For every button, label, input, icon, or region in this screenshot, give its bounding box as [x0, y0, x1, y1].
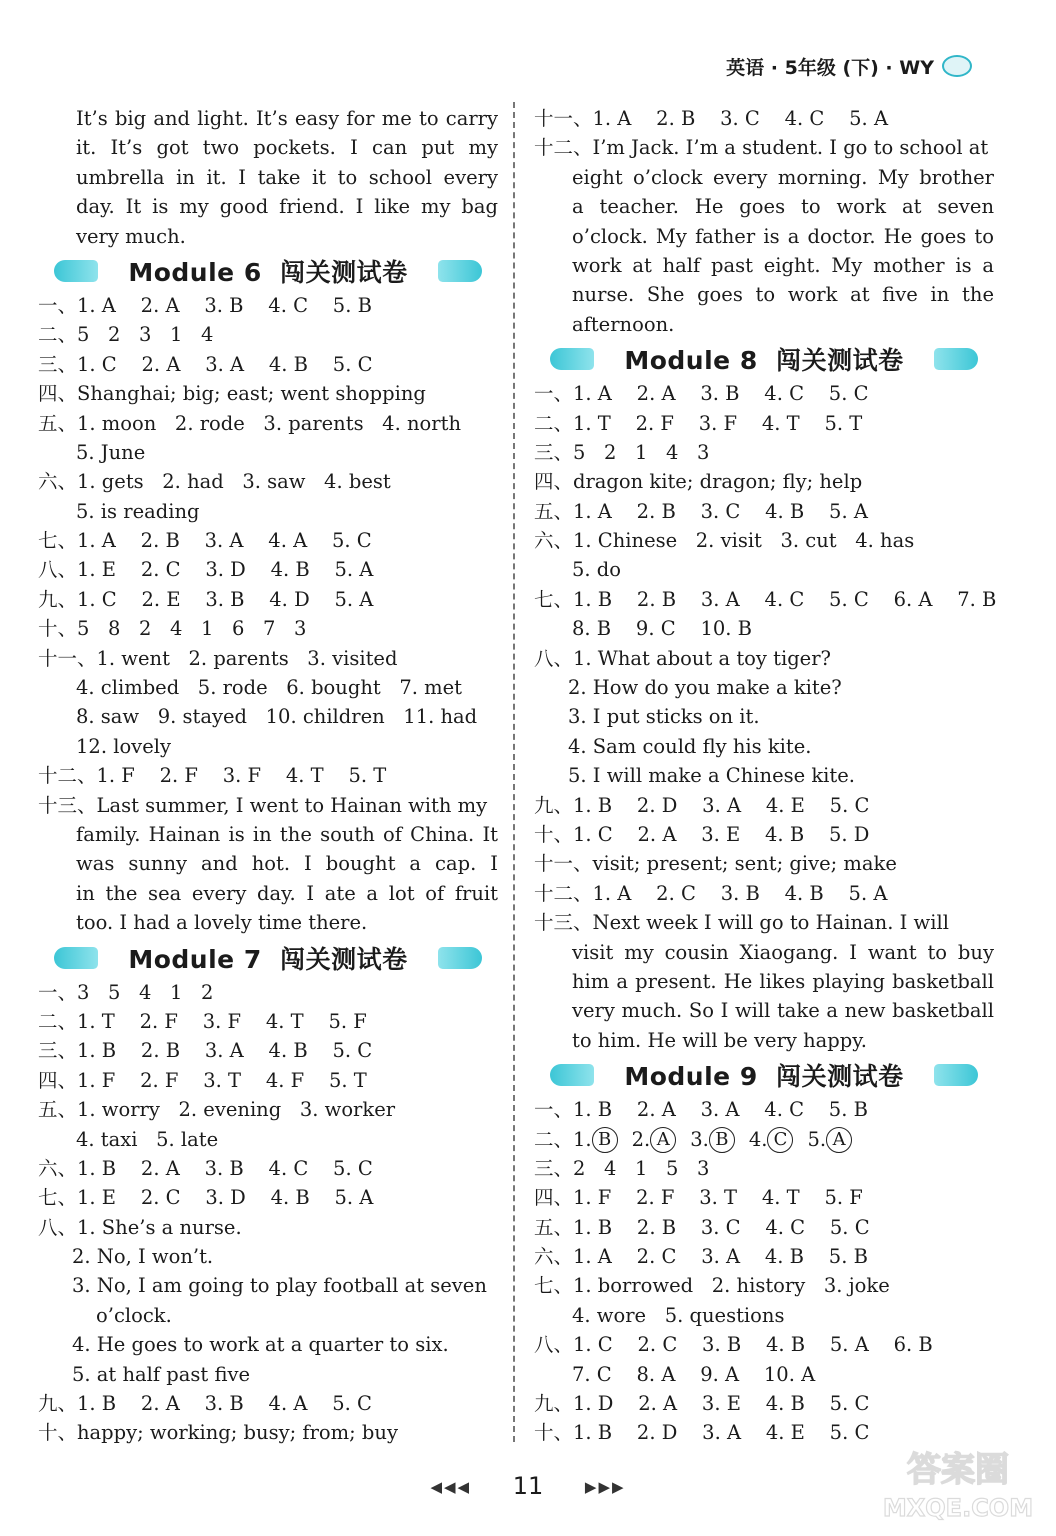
answer-line: 九、1. B 2. A 3. B 4. A 5. C — [38, 1392, 372, 1416]
answer-line: 4. climbed 5. rode 6. bought 7. met — [76, 676, 463, 700]
column-divider — [513, 102, 515, 1442]
answer-line: 二、1. T 2. F 3. F 4. T 5. F — [38, 1009, 367, 1033]
section-banner — [534, 339, 994, 379]
answer-line: 八、1. What about a toy tiger? — [534, 646, 831, 670]
answer-line: 2. How do you make a kite? — [568, 676, 842, 700]
answer-line: 4. Sam could fly his kite. — [568, 734, 812, 758]
answer-line: work at half past eight. My mother is a — [572, 253, 994, 277]
answer-line: 12. lovely — [76, 734, 171, 758]
answer-line: 5. I will make a Chinese kite. — [568, 764, 855, 788]
page-header — [726, 52, 972, 80]
banner-ribbon-icon — [54, 947, 98, 969]
answer-line: 3. I put sticks on it. — [568, 705, 760, 729]
answer-line: 三、1. C 2. A 3. A 4. B 5. C — [38, 352, 373, 376]
answer-line: family. Hainan is in the south of China. It — [76, 822, 498, 846]
watermark-logo-icon — [878, 1436, 1038, 1526]
answer-line: 十二、I’m Jack. I’m a student. I go to school at — [534, 136, 989, 160]
answer-line: eight o’clock every morning. My brother — [572, 165, 994, 189]
answer-number: 3. — [690, 1127, 709, 1151]
answer-line: 十三、Next week I will go to Hainan. I will — [534, 911, 949, 935]
answer-line: It’s big and light. It’s easy for me to carry — [76, 107, 498, 130]
answer-line: 六、1. gets 2. had 3. saw 4. best — [38, 470, 391, 494]
section-banner — [38, 938, 498, 978]
answer-line: 七、1. borrowed 2. history 3. joke — [534, 1274, 890, 1298]
answer-line: 一、3 5 4 1 2 — [38, 980, 214, 1004]
answer-line: 九、1. C 2. E 3. B 4. D 5. A — [38, 587, 374, 611]
answer-line: 2. No, I won’t. — [72, 1245, 214, 1269]
answer-line: afternoon. — [572, 312, 675, 336]
answer-line: 三、1. B 2. B 3. A 4. B 5. C — [38, 1039, 373, 1063]
answer-line: 四、1. F 2. F 3. T 4. T 5. F — [534, 1186, 863, 1210]
circled-answer: C — [767, 1127, 793, 1153]
section-title: Module 6 闯关测试卷 — [128, 257, 408, 287]
answer-line: 七、1. B 2. B 3. A 4. C 5. C 6. A 7. B — [534, 587, 997, 611]
answer-line: 十、5 8 2 4 1 6 7 3 — [38, 617, 307, 641]
answer-line: 二、5 2 3 1 4 — [38, 323, 214, 347]
answer-line: 七、1. E 2. C 3. D 4. B 5. A — [38, 1186, 374, 1210]
answer-line: 五、1. B 2. B 3. C 4. C 5. C — [534, 1215, 870, 1239]
answer-line: was sunny and hot. I bought a cap. I — [76, 852, 498, 876]
answer-line: 8. saw 9. stayed 10. children 11. had — [76, 705, 478, 729]
answer-line: 十二、1. A 2. C 3. B 4. B 5. A — [534, 881, 888, 905]
answer-line: 一、1. A 2. A 3. B 4. C 5. C — [534, 382, 869, 406]
answer-line: 八、1. She’s a nurse. — [38, 1215, 242, 1239]
page-number: 11 — [512, 1472, 544, 1500]
section-banner — [534, 1055, 994, 1095]
answer-line: 3. No, I am going to play football at seven — [72, 1274, 487, 1298]
answer-line: 十二、1. F 2. F 3. F 4. T 5. T — [38, 764, 387, 788]
answer-line — [534, 1125, 994, 1154]
banner-ribbon-icon — [550, 348, 594, 370]
right-column — [534, 104, 997, 1448]
answer-line: 4. taxi 5. late — [76, 1127, 219, 1151]
section-title: Module 7 闯关测试卷 — [128, 944, 408, 974]
answer-line: 7. C 8. A 9. A 10. A — [572, 1362, 816, 1386]
answer-line: 二、1. T 2. F 3. F 4. T 5. T — [534, 411, 863, 435]
header-subject-grade: 英语 · 5年级 (下) · WY — [726, 56, 934, 79]
answer-line: 十一、1. went 2. parents 3. visited — [38, 646, 398, 670]
answer-line: it. It’s got two pockets. I can put my — [76, 136, 498, 160]
answer-line: 七、1. A 2. B 3. A 4. A 5. C — [38, 529, 372, 553]
banner-ribbon-icon — [934, 348, 978, 370]
answer-line: 十三、Last summer, I went to Hainan with my — [38, 793, 488, 817]
answer-line: 九、1. B 2. D 3. A 4. E 5. C — [534, 793, 870, 817]
header-bubble-icon — [942, 55, 972, 77]
answer-line: 五、1. A 2. B 3. C 4. B 5. A — [534, 499, 868, 523]
answer-line: 十一、1. A 2. B 3. C 4. C 5. A — [534, 107, 889, 130]
answer-line: 一、1. B 2. A 3. A 4. C 5. B — [534, 1098, 868, 1122]
section-title: Module 9 闯关测试卷 — [624, 1062, 904, 1092]
answer-line: 5. do — [572, 558, 622, 582]
answer-line: 5. at half past five — [72, 1362, 251, 1386]
answer-line: umbrella in it. I take it to school every — [76, 165, 498, 189]
svg-text:答案圈: 答案圈 — [907, 1450, 1009, 1490]
section-banner — [38, 251, 498, 291]
circled-answer: B — [592, 1127, 618, 1153]
banner-ribbon-icon — [54, 260, 98, 282]
banner-ribbon-icon — [934, 1064, 978, 1086]
answer-line: 5. is reading — [76, 499, 200, 523]
answer-line: o’clock. — [96, 1303, 172, 1327]
answer-line: 十、1. C 2. A 3. E 4. B 5. D — [534, 822, 870, 846]
answer-line: 十、1. B 2. D 3. A 4. E 5. C — [534, 1421, 870, 1445]
answer-line: o’clock. My father is a doctor. He goes to — [572, 224, 994, 248]
answer-line: very much. — [76, 224, 186, 248]
answer-line: 四、1. F 2. F 3. T 4. F 5. T — [38, 1068, 367, 1092]
answer-line: 八、1. E 2. C 3. D 4. B 5. A — [38, 558, 374, 582]
answer-line: 三、5 2 1 4 3 — [534, 440, 710, 464]
answer-line: 4. wore 5. questions — [572, 1303, 785, 1327]
svg-text:MXQE.COM: MXQE.COM — [882, 1494, 1034, 1522]
banner-ribbon-icon — [550, 1064, 594, 1086]
answer-line: very much. So I will take a new basketball — [572, 999, 994, 1023]
answer-line: 四、Shanghai; big; east; went shopping — [38, 382, 426, 406]
answer-line: a teacher. He goes to work at seven — [572, 195, 994, 219]
answer-line: 8. B 9. C 10. B — [572, 617, 752, 641]
answer-line: 4. He goes to work at a quarter to six. — [72, 1333, 449, 1357]
answer-number: 5. — [807, 1127, 827, 1151]
answer-number: 4. — [748, 1127, 768, 1151]
next-arrows-icon[interactable]: ▶▶▶ — [584, 1478, 626, 1496]
answer-line: 三、2 4 1 5 3 — [534, 1156, 710, 1180]
left-column — [38, 104, 498, 1448]
answer-line: 六、1. A 2. C 3. A 4. B 5. B — [534, 1245, 868, 1269]
answer-line: in the sea every day. I ate a lot of fruit — [76, 881, 498, 905]
answer-number: 2. — [631, 1127, 651, 1151]
answer-line: 六、1. Chinese 2. visit 3. cut 4. has — [534, 529, 915, 553]
answer-line: visit my cousin Xiaogang. I want to buy — [572, 940, 994, 964]
answer-line: 五、1. worry 2. evening 3. worker — [38, 1098, 396, 1122]
answer-line: 九、1. D 2. A 3. E 4. B 5. C — [534, 1392, 870, 1416]
answer-line: him a present. He likes playing basketball — [572, 969, 994, 993]
answer-line: 五、1. moon 2. rode 3. parents 4. north — [38, 411, 462, 435]
answer-line: 六、1. B 2. A 3. B 4. C 5. C — [38, 1156, 373, 1180]
banner-ribbon-icon — [438, 947, 482, 969]
answer-line: 四、dragon kite; dragon; fly; help — [534, 470, 863, 494]
answer-line: 5. June — [76, 440, 146, 464]
answer-line: day. It is my good friend. I like my bag — [76, 195, 498, 219]
question-prefix: 二、 — [534, 1127, 574, 1151]
prev-arrows-icon[interactable]: ◀◀◀ — [430, 1478, 472, 1496]
answer-line: too. I had a lovely time there. — [76, 911, 368, 935]
circled-answer: B — [709, 1127, 735, 1153]
section-title: Module 8 闯关测试卷 — [624, 346, 904, 376]
answer-line: 八、1. C 2. C 3. B 4. B 5. A 6. B — [534, 1333, 933, 1357]
banner-ribbon-icon — [438, 260, 482, 282]
circled-answer: A — [826, 1127, 852, 1153]
answer-line: 十一、visit; present; sent; give; make — [534, 852, 897, 876]
answer-line: 十、happy; working; busy; from; buy — [38, 1421, 398, 1445]
answer-line: 一、1. A 2. A 3. B 4. C 5. B — [38, 293, 372, 317]
answer-line: to him. He will be very happy. — [572, 1028, 867, 1052]
answer-line: nurse. She goes to work at five in the — [572, 283, 994, 307]
circled-answer: A — [650, 1127, 676, 1153]
answer-number: 1. — [573, 1127, 592, 1151]
